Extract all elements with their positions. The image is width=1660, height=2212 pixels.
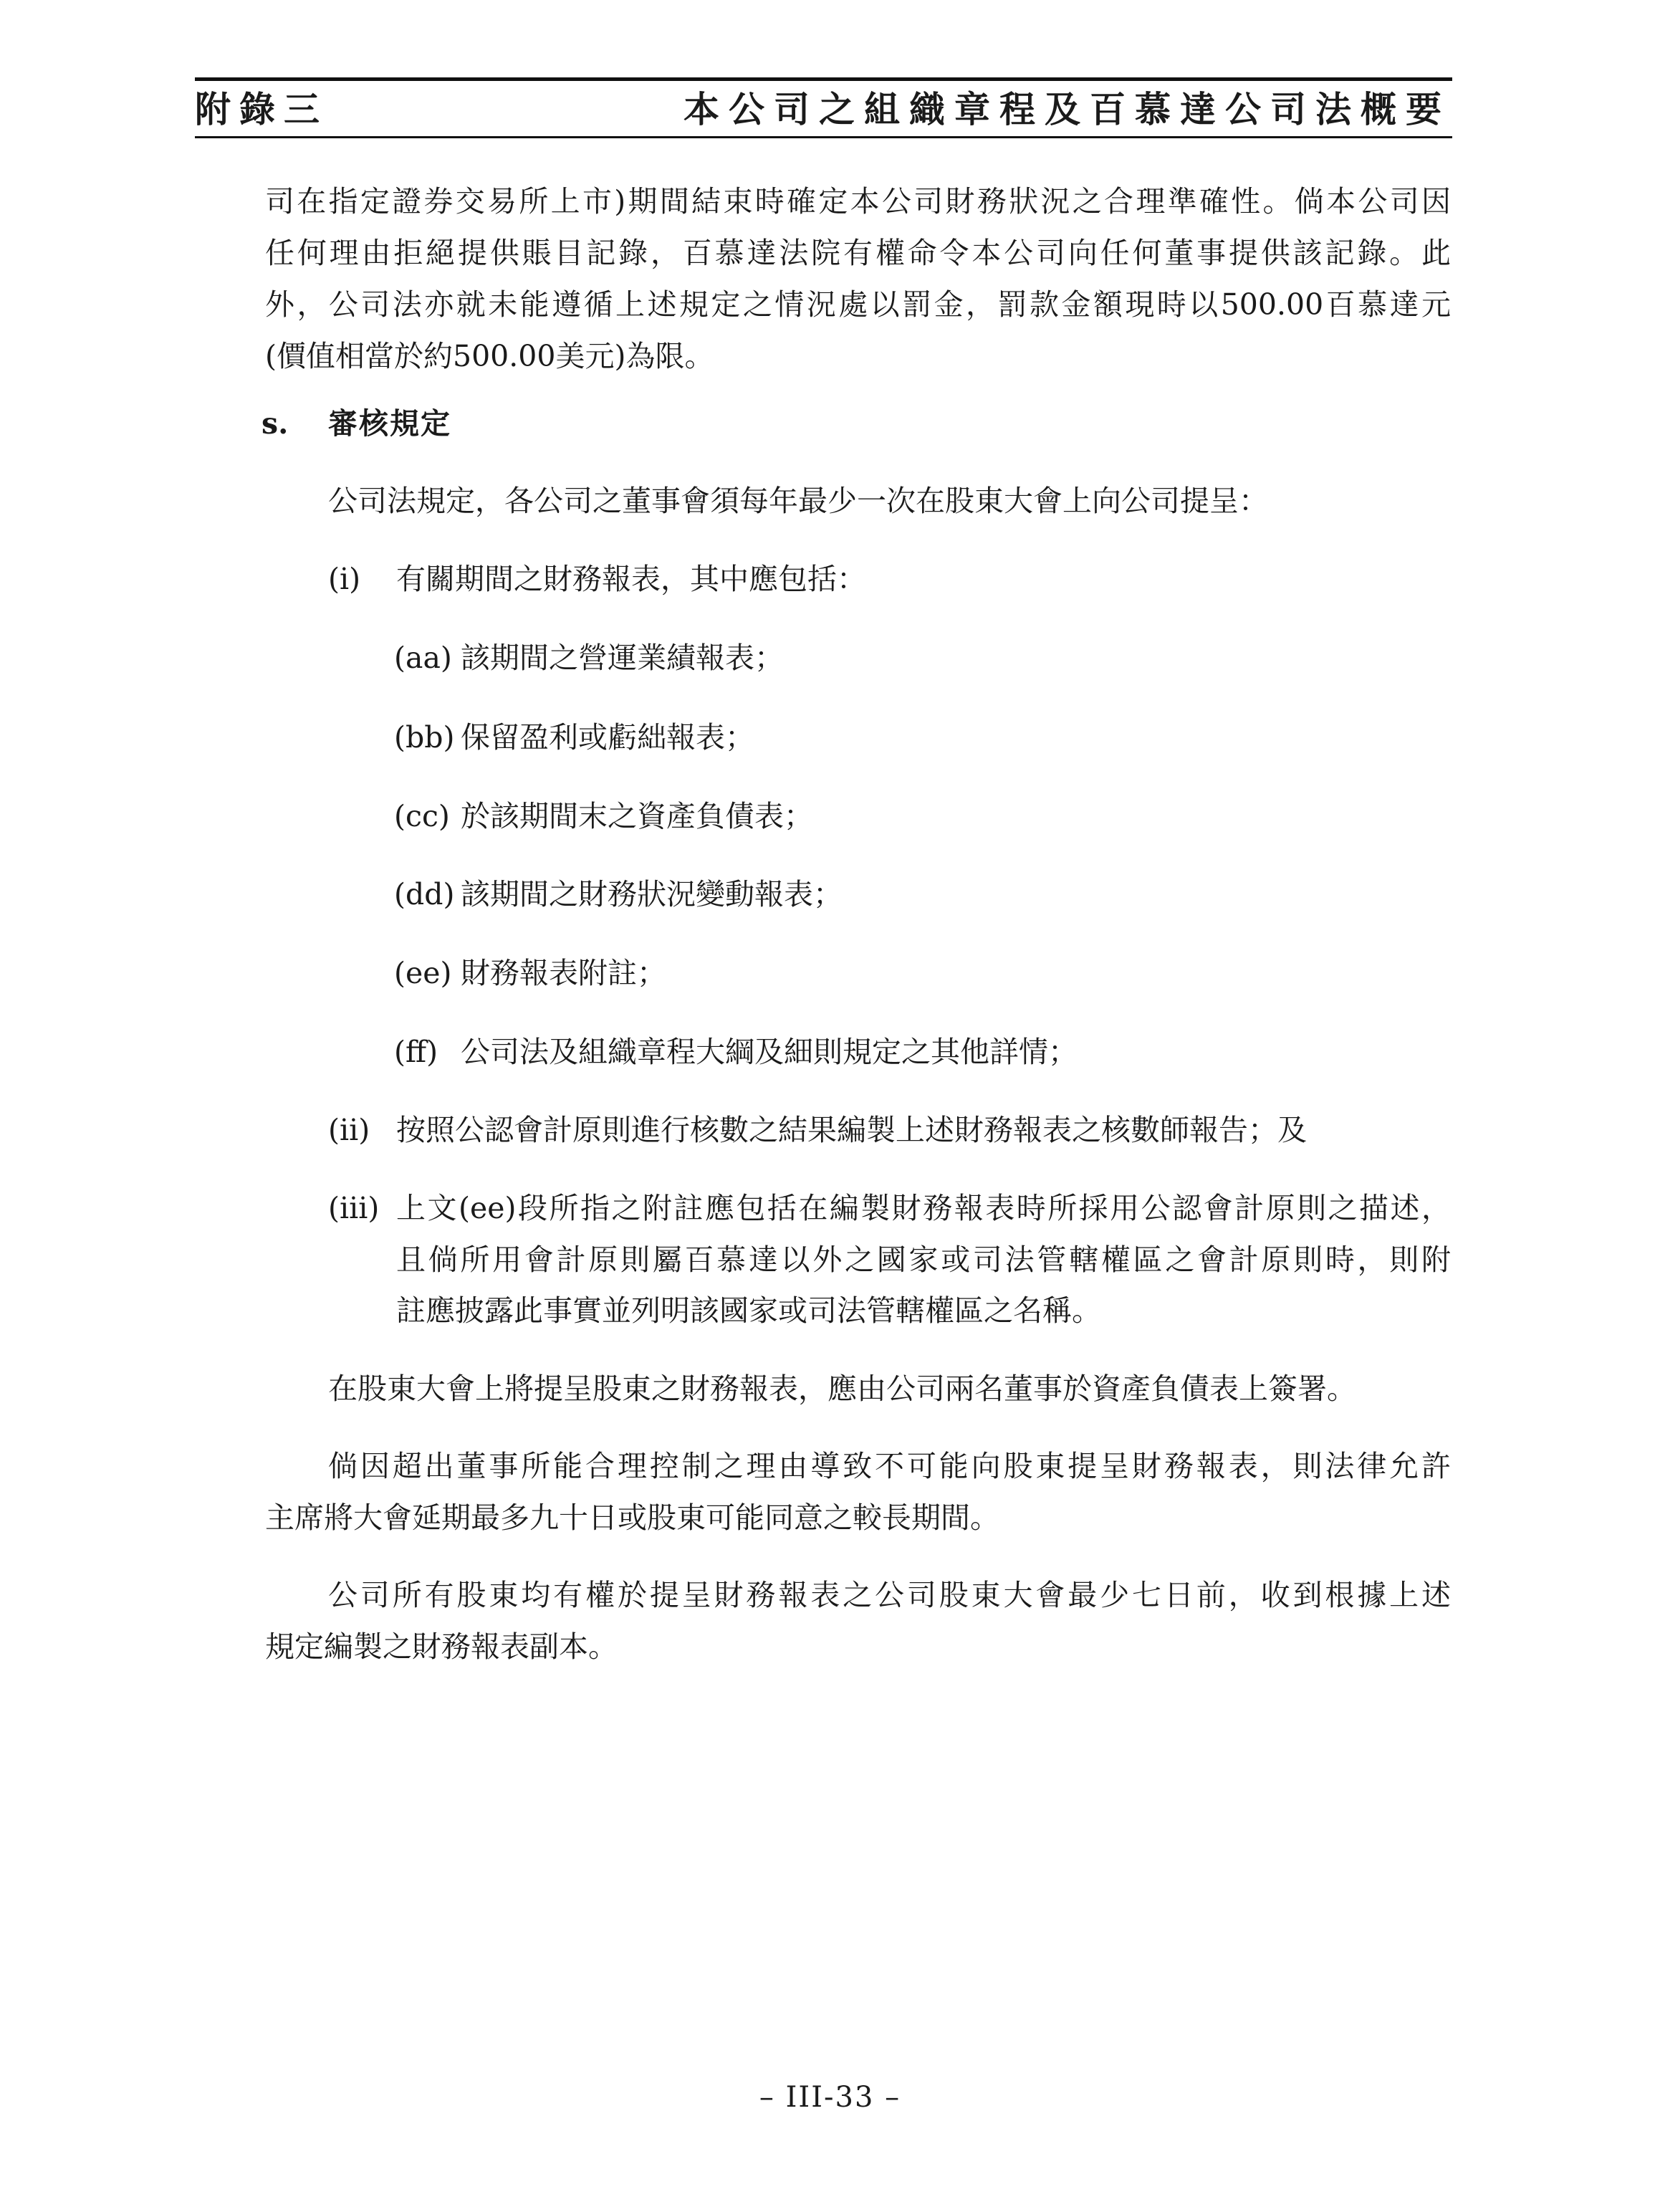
- intro-paragraph: 公司法規定，各公司之董事會須每年最少一次在股東大會上向公司提呈：: [328, 484, 1268, 518]
- item-marker: (iii): [328, 1191, 380, 1225]
- subitem-text: 保留盈利或虧絀報表；: [461, 720, 754, 755]
- subitem-marker: (bb): [394, 720, 455, 755]
- continuation-line: 外，公司法亦就未能遵循上述規定之情況處以罰金，罰款金額現時以500.00百慕達元: [265, 287, 1451, 322]
- paragraph-line: 在股東大會上將提呈股東之財務報表，應由公司兩名董事於資產負債表上簽署。: [328, 1371, 1356, 1406]
- item-text-line: 上文(ee)段所指之附註應包括在編製財務報表時所採用公認會計原則之描述，: [396, 1191, 1451, 1225]
- continuation-line: 任何理由拒絕提供賬目記錄，百慕達法院有權命令本公司向任何董事提供該記錄。此: [265, 236, 1451, 270]
- appendix-label: 附錄三: [195, 88, 328, 130]
- paragraph-line: 倘因超出董事所能合理控制之理由導致不可能向股東提呈財務報表，則法律允許: [328, 1449, 1451, 1483]
- subitem-marker: (ee): [394, 956, 452, 990]
- paragraph-line: 主席將大會延期最多九十日或股東可能同意之較長期間。: [265, 1500, 999, 1535]
- item-text-line: 且倘所用會計原則屬百慕達以外之國家或司法管轄權區之會計原則時，則附: [396, 1243, 1451, 1277]
- appendix-title: 本公司之組織章程及百慕達公司法概要: [683, 88, 1451, 130]
- header-top-rule: [195, 77, 1452, 81]
- subitem-marker: (aa): [394, 641, 452, 675]
- continuation-line: (價值相當於約500.00美元)為限。: [265, 339, 714, 373]
- subitem-text: 該期間之財務狀況變動報表；: [461, 877, 843, 911]
- subitem-text: 於該期間末之資產負債表；: [461, 799, 813, 833]
- subitem-marker: (ff): [394, 1035, 438, 1069]
- header-bottom-rule: [195, 136, 1452, 138]
- section-title: 審核規定: [328, 406, 451, 441]
- subitem-text: 該期間之營運業績報表；: [461, 641, 784, 675]
- subitem-marker: (cc): [394, 799, 450, 833]
- page-number: – III-33 –: [759, 2081, 901, 2114]
- paragraph-line: 公司所有股東均有權於提呈財務報表之公司股東大會最少七日前，收到根據上述: [328, 1578, 1451, 1612]
- subitem-marker: (dd): [394, 877, 455, 911]
- item-text-line: 註應披露此事實並列明該國家或司法管轄權區之名稱。: [396, 1293, 1101, 1328]
- item-text: 按照公認會計原則進行核數之結果編製上述財務報表之核數師報告；及: [396, 1113, 1307, 1147]
- item-marker: (i): [328, 562, 361, 596]
- subitem-text: 公司法及組織章程大綱及細則規定之其他詳情；: [461, 1035, 1078, 1069]
- item-text: 有關期間之財務報表，其中應包括：: [396, 562, 866, 596]
- subitem-text: 財務報表附註；: [461, 956, 666, 990]
- continuation-line: 司在指定證券交易所上市)期間結束時確定本公司財務狀況之合理準確性。倘本公司因: [265, 184, 1451, 219]
- paragraph-line: 規定編製之財務報表副本。: [265, 1629, 618, 1664]
- item-marker: (ii): [328, 1113, 370, 1147]
- section-marker: s.: [262, 406, 289, 441]
